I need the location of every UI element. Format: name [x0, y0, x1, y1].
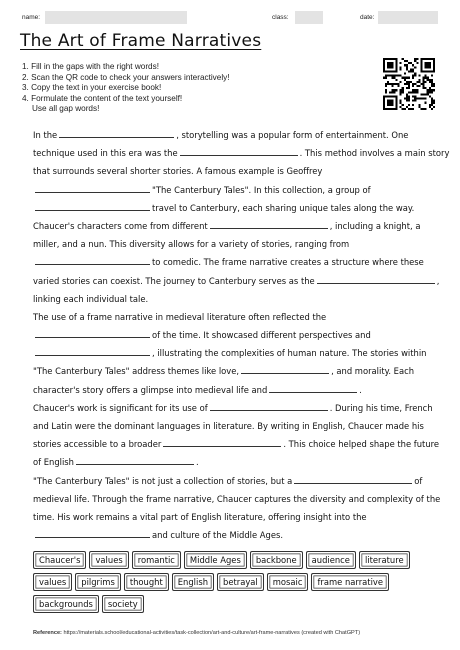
gap-text: [33, 126, 450, 544]
gap-blank[interactable]: [180, 148, 298, 156]
text-segment: Chaucer's work is significant for its use of: [33, 402, 208, 413]
text-line: [33, 253, 428, 271]
word-chip[interactable]: thought: [124, 573, 169, 591]
gap-blank[interactable]: [241, 366, 329, 374]
gap-blank[interactable]: [317, 276, 435, 284]
class-label: class:: [272, 14, 289, 21]
gap-blank[interactable]: [35, 185, 150, 193]
word-chip[interactable]: pilgrims: [75, 573, 121, 591]
text-segment: that surrounds several shorter stories. A famous example is Geoffrey: [33, 166, 323, 177]
word-bank-row: [33, 573, 433, 595]
gap-blank[interactable]: [210, 403, 328, 411]
text-line: [33, 126, 428, 144]
gap-blank[interactable]: [163, 439, 281, 447]
word-chip[interactable]: frame narrative: [311, 573, 389, 591]
text-segment: and culture of the Middle Ages.: [152, 530, 284, 541]
text-line: [33, 326, 428, 344]
text-line: [33, 199, 428, 217]
gap-blank[interactable]: [35, 330, 150, 338]
text-line: [33, 181, 428, 199]
text-segment: of English: [33, 457, 74, 468]
text-line: [33, 362, 428, 380]
instruction-3: 3. Copy the text in your exercise book!: [22, 83, 162, 92]
text-segment: . This choice helped shape the future: [283, 439, 440, 450]
text-segment: miller, and a nun. This diversity allows for a variety of stories, ranging from: [33, 239, 350, 250]
word-chip[interactable]: romantic: [132, 551, 181, 569]
date-label: date:: [360, 14, 375, 21]
page-title: The Art of Frame Narratives: [20, 31, 262, 51]
text-line: [33, 399, 433, 417]
instruction-2: 2. Scan the QR code to check your answers interactively!: [22, 72, 230, 82]
text-segment: , and morality. Each: [331, 366, 415, 377]
instruction-1: 1. Fill in the gaps with the right words!: [22, 62, 159, 71]
word-bank-row: [33, 551, 433, 573]
text-segment: character's story offers a glimpse into medieval life and: [33, 384, 268, 395]
text-segment: stories accessible to a broader: [33, 439, 162, 450]
text-segment: to comedic. The frame narrative creates a structure where these: [152, 257, 424, 268]
instructions: [22, 62, 230, 115]
text-line: [33, 435, 440, 453]
word-bank: [33, 551, 433, 617]
word-chip[interactable]: literature: [359, 551, 410, 569]
text-segment: , storytelling was a popular form of entertainment. One: [176, 130, 409, 140]
gap-blank[interactable]: [210, 221, 328, 229]
text-line: [33, 290, 428, 308]
word-chip[interactable]: mosaic: [267, 573, 309, 591]
gap-blank[interactable]: [35, 530, 150, 538]
text-segment: Chaucer's characters come from different: [33, 220, 208, 231]
text-segment: .: [195, 457, 199, 468]
qr-code-icon[interactable]: [383, 58, 435, 110]
text-segment: . During his time, French: [329, 402, 433, 413]
gap-blank[interactable]: [35, 348, 150, 356]
text-line: [33, 235, 428, 253]
text-segment: "The Canterbury Tales" address themes like love,: [33, 366, 240, 377]
text-line: [33, 162, 428, 180]
text-segment: , including a knight, a: [329, 220, 421, 231]
text-segment: In the: [33, 130, 58, 140]
reference-label: Reference:: [33, 630, 62, 636]
text-line: [33, 417, 428, 435]
text-line: [33, 472, 428, 490]
gap-blank[interactable]: [35, 257, 150, 265]
word-chip[interactable]: English: [172, 573, 214, 591]
text-line: [33, 453, 428, 471]
text-line: [33, 490, 441, 508]
instruction-4: 4. Formulate the content of the text yourself!: [22, 93, 183, 103]
text-line: [33, 508, 428, 526]
word-chip[interactable]: Middle Ages: [184, 551, 247, 569]
text-line: [33, 526, 428, 544]
text-segment: "The Canterbury Tales" is not just a collection of stories, but a: [33, 475, 293, 486]
text-segment: ,: [436, 275, 440, 286]
word-chip[interactable]: betrayal: [217, 573, 264, 591]
text-segment: of: [414, 475, 423, 486]
word-chip[interactable]: backgrounds: [33, 595, 99, 613]
reference: [33, 630, 360, 636]
text-line: [33, 381, 428, 399]
word-chip[interactable]: values: [33, 573, 72, 591]
word-chip[interactable]: society: [102, 595, 144, 613]
text-segment: "The Canterbury Tales". In this collection, a group of: [152, 184, 371, 195]
text-segment: varied stories can coexist. The journey to Canterbury serves as the: [33, 275, 315, 286]
text-segment: linking each individual tale.: [33, 293, 149, 304]
text-line: [33, 272, 440, 290]
text-line: [33, 144, 450, 162]
text-segment: medieval life. Through the frame narrative, Chaucer captures the diversity and complexity of the: [33, 493, 441, 504]
text-segment: technique used in this era was the: [33, 148, 178, 159]
text-segment: time. His work remains a vital part of English literature, offering insight into the: [33, 511, 367, 522]
word-chip[interactable]: audience: [306, 551, 356, 569]
date-field[interactable]: [378, 11, 438, 24]
gap-blank[interactable]: [294, 476, 412, 484]
word-chip[interactable]: Chaucer's: [33, 551, 86, 569]
text-line: [33, 217, 428, 235]
text-segment: and Latin were the dominant languages in literature. By writing in English, Chaucer made his: [33, 421, 424, 431]
reference-text: https://materials.school/educational-activities/task-collection/art-and-culture/art-frame-narratives (created with ChatGPT): [63, 630, 361, 636]
word-bank-row: [33, 595, 433, 617]
class-field[interactable]: [295, 11, 323, 24]
text-segment: . This method involves a main story: [299, 148, 450, 159]
text-segment: of the time. It showcased different perspectives and: [152, 330, 371, 341]
text-line: [33, 344, 428, 362]
text-line: [33, 308, 428, 326]
word-chip[interactable]: values: [89, 551, 128, 569]
gap-blank[interactable]: [59, 130, 174, 138]
gap-blank[interactable]: [35, 203, 150, 211]
text-segment: , illustrating the complexities of human nature. The stories within: [152, 348, 427, 359]
text-segment: The use of a frame narrative in medieval literature often reflected the: [33, 311, 327, 322]
word-chip[interactable]: backbone: [250, 551, 303, 569]
instruction-4-note: Use all gap words!: [32, 104, 100, 113]
text-segment: .: [359, 384, 362, 395]
gap-blank[interactable]: [269, 385, 357, 393]
name-label: name:: [22, 14, 41, 21]
gap-blank[interactable]: [76, 457, 194, 465]
text-segment: travel to Canterbury, each sharing unique tales along the way.: [152, 202, 415, 213]
name-field[interactable]: [45, 11, 187, 24]
